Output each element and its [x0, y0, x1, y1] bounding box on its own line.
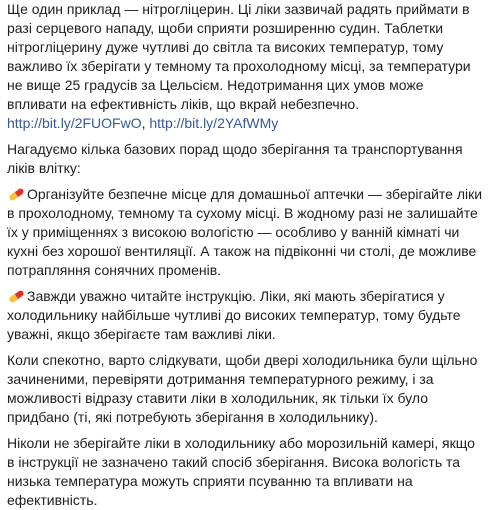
paragraph-links [7, 114, 485, 133]
link-separator: , [141, 115, 150, 131]
paragraph-fridge-heat [7, 351, 485, 427]
pill-icon [7, 187, 26, 202]
paragraph-tip-instructions [7, 287, 485, 344]
paragraph-tip-instructions-text: Завжди уважно читайте інструкцію. Ліки, які мають зберігатися у холодильнику найбільше чутливі до високих температур, тому будьте уважні, якщо зберігаєте там важливі ліки. [7, 288, 461, 342]
pill-icon [7, 289, 26, 304]
paragraph-tip-storage [7, 185, 485, 280]
paragraph-fridge-warning [7, 434, 485, 510]
paragraph-nitroglycerin [7, 0, 485, 133]
paragraph-intro-tips [7, 140, 485, 178]
paragraph-fridge-heat-text: Коли спекотно, варто слідкувати, щоби двері холодильника були щільно зачиненими, перевіряти дотримання температурного режиму, і за можливості відразу ставити ліки в холодильник, як тільки їх було придбано (ті, які потребують зберігання в холодильнику). [7, 352, 478, 425]
paragraph-nitroglycerin-text: Ще один приклад — нітрогліцерин. Ці ліки зазвичай радять приймати в разі серцевого нападу, щоби сприяти розширенню судин. Таблетки нітрогліцерину дуже чутливі до світла та високих температур, тому важливо їх зберігати у темному та прохолодному місці, за температури не вище 25 градусів за Цельсієм. Недотримання цих умов може впливати на ефективність ліків, що вкрай небезпечно. [7, 1, 471, 112]
link-1[interactable]: http://bit.ly/2FUOFwO [7, 115, 142, 131]
link-2[interactable]: http://bit.ly/2YAfWMy [149, 115, 279, 131]
paragraph-intro-tips-text: Нагадуємо кілька базових порад щодо зберігання та транспортування ліків влітку: [7, 141, 463, 176]
paragraph-tip-storage-text: Організуйте безпечне місце для домашньої аптечки — зберігайте ліки в прохолодному, темному та сухому місці. В жодному разі не залишайте їх у приміщеннях з високою вологістю — особливо у ванній кімнаті чи кухні без хорошої вентиляції. А також на підвіконні чи столі, де можливе потрапляння сонячних променів. [7, 186, 483, 278]
paragraph-fridge-warning-text: Ніколи не зберігайте ліки в холодильнику або морозильній камері, якщо в інструкції не зазначено такий спосіб зберігання. Висока вологість та низька температура можуть сприяти псуванню та впливати на ефективність. [7, 435, 475, 508]
